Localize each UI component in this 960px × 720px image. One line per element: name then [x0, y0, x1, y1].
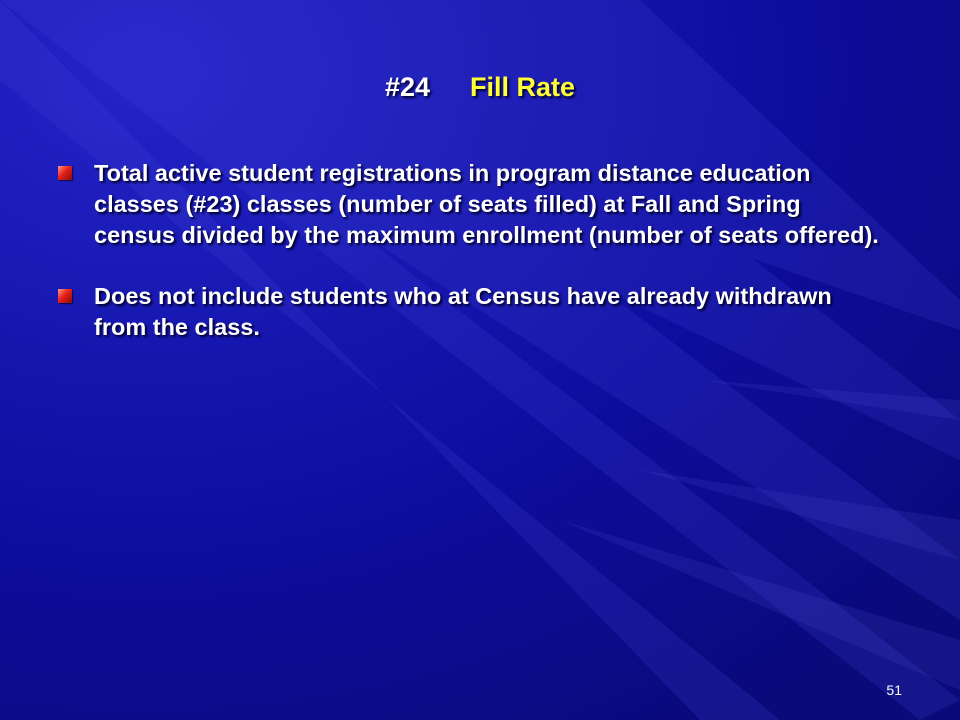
- bullet-item: [58, 158, 888, 251]
- title-number: #24: [384, 72, 431, 102]
- slide-title: [0, 72, 960, 103]
- bullet-list: [58, 158, 888, 343]
- bullet-square-icon: [58, 289, 72, 303]
- page-number: 51: [886, 682, 902, 698]
- bullet-text: Does not include students who at Census have already withdrawn from the class.: [94, 283, 832, 340]
- title-text: Fill Rate: [470, 72, 576, 102]
- bullet-text: Total active student registrations in program distance education classes (#23) classes (number of seats filled) at Fall and Spring census divided by the maximum enrollment (number of seats offered).: [94, 160, 879, 248]
- bullet-square-icon: [58, 166, 72, 180]
- bullet-item: [58, 281, 888, 343]
